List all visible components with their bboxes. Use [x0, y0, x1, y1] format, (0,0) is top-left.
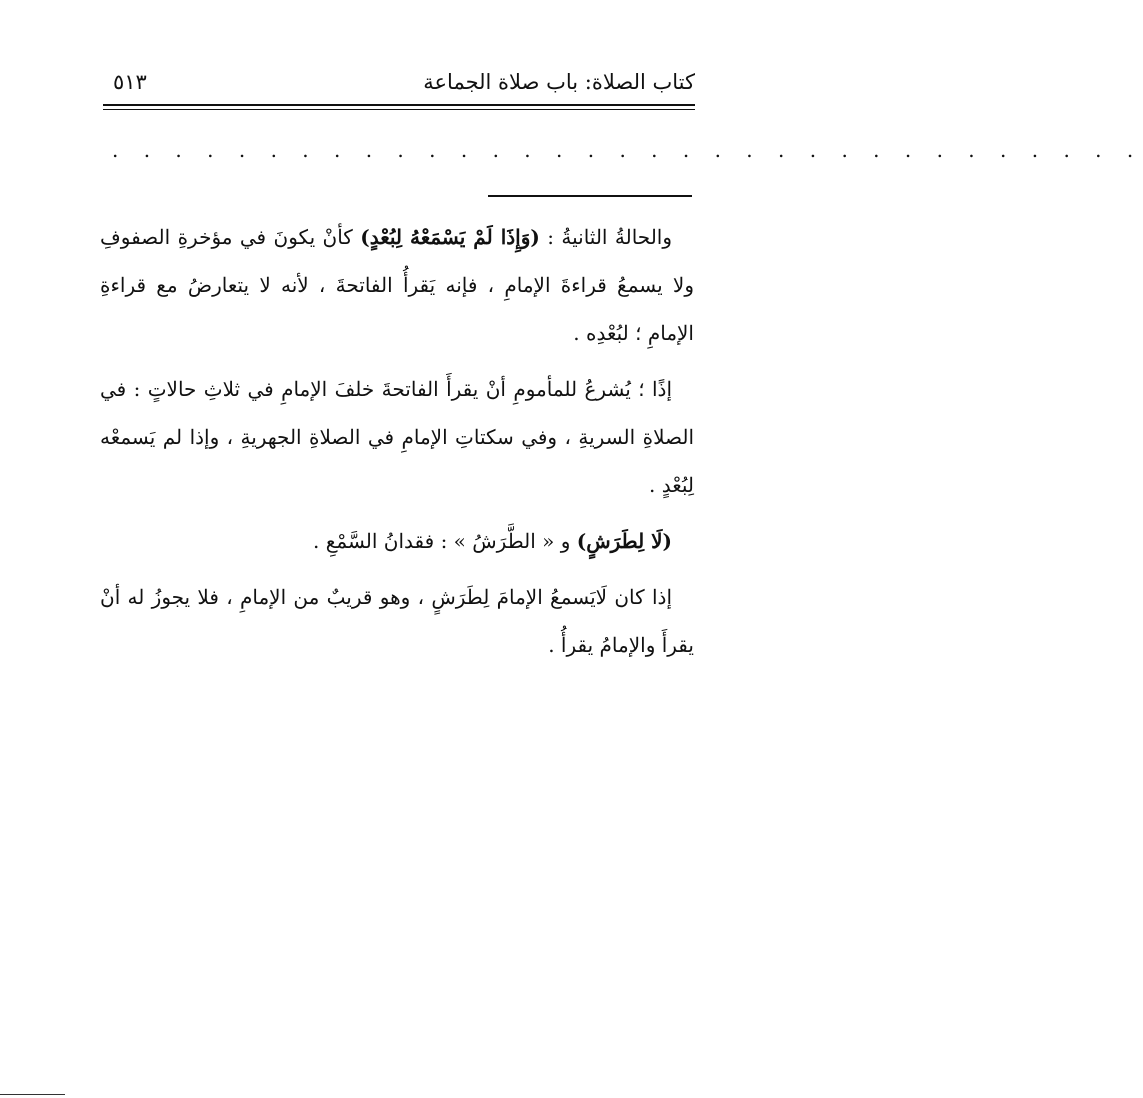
section-rule [488, 195, 692, 197]
page-header [105, 66, 695, 100]
paragraph-2-text: إذًا ؛ يُشرعُ للمأمومِ أنْ يقرأَ الفاتحةَ خلفَ الإمامِ في ثلاثِ حالاتٍ : في الصلاةِ السريةِ ، وفي سكتاتِ الإمامِ في الصلاةِ الجهريةِ ، وإذا لم يَسمعْه لِبُعْدٍ . [100, 377, 694, 497]
paragraph-1-text: كأنْ يكونَ في مؤخرةِ الصفوفِ ولا يسمعُ قراءةَ الإمامِ ، فإنه يَقرأُ الفاتحةَ ، لأنه لا يتعارضُ مع قراءةِ الإمامِ ؛ لبُعْدِه . [100, 225, 694, 345]
paragraph-4-text: إذا كان لَايَسمعُ الإمامَ لِطَرَشٍ ، وهو قريبٌ من الإمامِ ، فلا يجوزُ له أنْ يقرأَ والإمامُ يقرأُ . [100, 585, 694, 657]
paragraph-3-matn: (لَا لِطَرَشٍ) [576, 529, 672, 553]
separator-dots: . . . . . . . . . . . . . . . . . . . . . . . . . . . . . . . . . [112, 138, 1143, 162]
page-number: ٥١٣ [113, 70, 147, 94]
paragraph-1-lead: والحالةُ الثانيةُ : [539, 225, 673, 249]
paragraph-2 [100, 365, 694, 509]
scan-edge-line [0, 1094, 65, 1095]
header-rule-thick [103, 104, 695, 106]
paragraph-1 [100, 213, 694, 357]
running-title: كتاب الصلاة: باب صلاة الجماعة [423, 70, 695, 94]
paragraph-3-text: و « الطَّرَشُ » : فقدانُ السَّمْعِ . [313, 529, 577, 553]
paragraph-4 [100, 573, 694, 669]
paragraph-3 [100, 517, 694, 565]
header-rule-thin [103, 109, 695, 110]
paragraph-1-matn: (وَإِذَا لَمْ يَسْمَعْهُ لِبُعْدٍ) [360, 225, 540, 249]
body-text [100, 213, 694, 677]
